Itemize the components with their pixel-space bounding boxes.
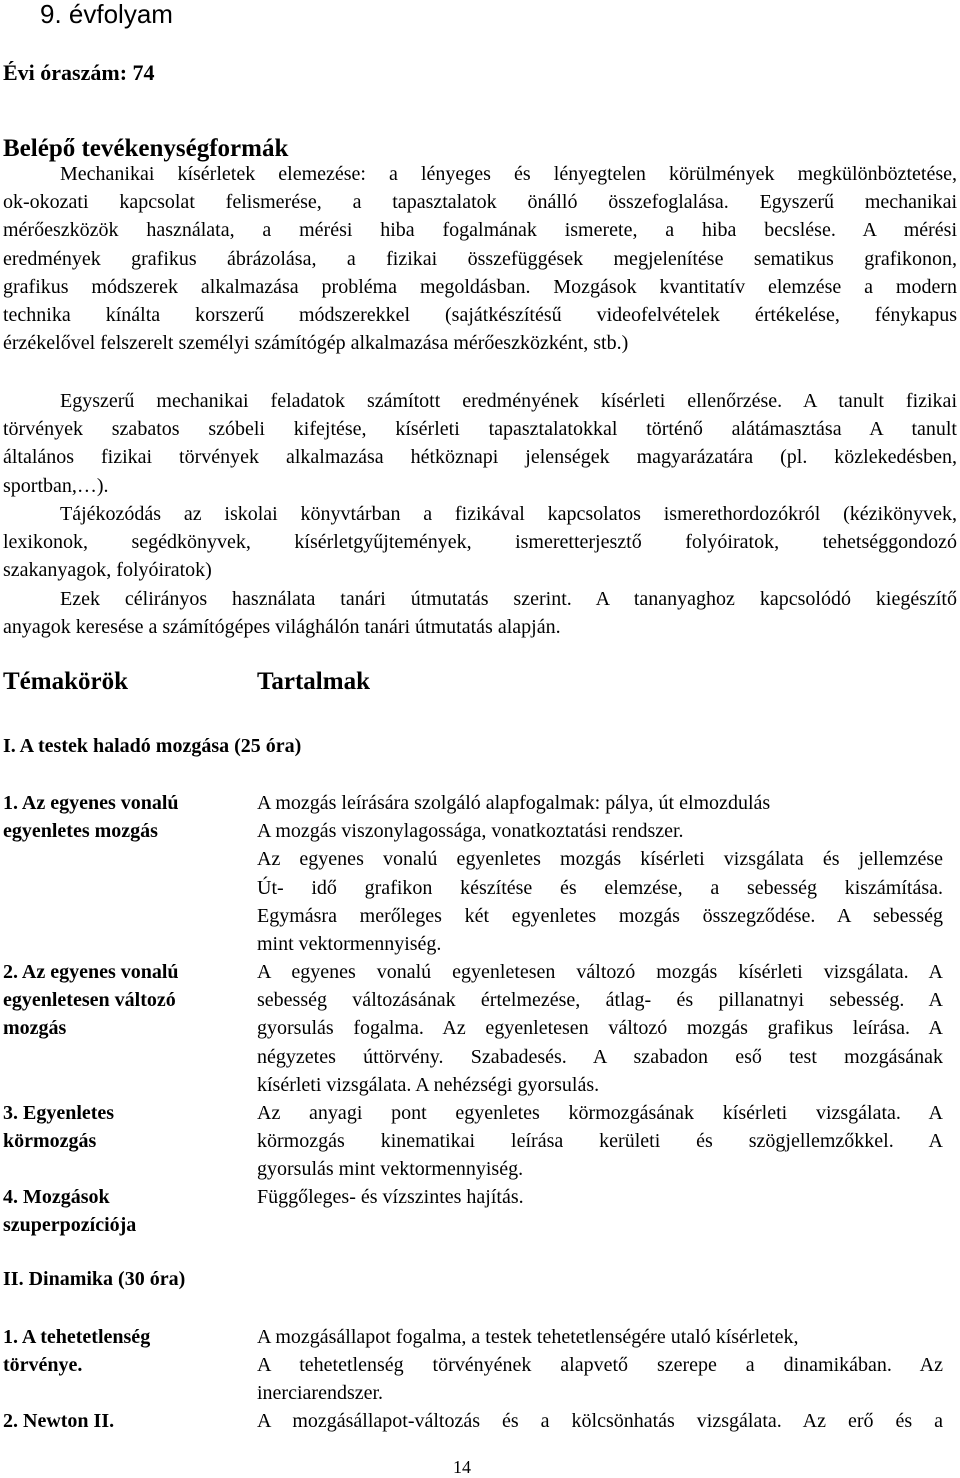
content-line: Az anyagi pont egyenletes körmozgásának kísérleti vizsgálata. A xyxy=(257,1102,943,1124)
content-line: gyorsulás mint vektormennyiség. xyxy=(257,1158,524,1181)
paragraph-line: általános fizikai törvények alkalmazása hétköznapi jelenségek magyarázatára (pl. közlekedésben, xyxy=(3,446,957,469)
content-line: inerciarendszer. xyxy=(257,1382,384,1405)
content-line: mint vektormennyiség. xyxy=(257,933,442,956)
paragraph-line: érzékelővel felszerelt személyi számítógép alkalmazása mérőeszközként, stb.) xyxy=(3,332,629,355)
content-line: Egymásra merőleges két egyenletes mozgás összegződése. A sebesség xyxy=(257,904,943,927)
paragraph-line: ok-okozati kapcsolat felismerése, a tapasztalatok önálló összefoglalása. Egyszerű mechanikai xyxy=(3,191,957,214)
entry-paragraph-2 xyxy=(3,387,957,500)
contents-heading: Tartalmak xyxy=(257,668,370,695)
paragraph-line: Ezek célirányos használata tanári útmutatás szerint. A tananyaghoz kapcsolódó kiegészítő xyxy=(60,588,957,610)
content-line: sebesség változásának értelmezése, átlag- és pillanatnyi sebesség. A xyxy=(257,989,943,1012)
topic-line: 4. Mozgások xyxy=(3,1186,110,1208)
topic-line: egyenletes mozgás xyxy=(3,820,158,843)
topic-line: körmozgás xyxy=(3,1130,97,1153)
paragraph-line: mérőeszközök használata, a mérési hiba fogalmának ismerete, a hiba becslése. A mérési xyxy=(3,219,957,242)
section-title: I. A testek haladó mozgása (25 óra) xyxy=(3,735,302,757)
content-line: Út- idő grafikon készítése és elemzése, a sebesség kiszámítása. xyxy=(257,876,943,899)
paragraph-line: lexikonok, segédkönyvek, kísérletgyűjtemények, ismeretterjesztő folyóiratok, tehetséggondozó xyxy=(3,531,957,554)
content-line: körmozgás kinematikai leírása kerületi és szögjellemzőkkel. A xyxy=(257,1130,943,1153)
annual-hours: Évi óraszám: 74 xyxy=(3,60,155,85)
content-line: gyorsulás fogalma. Az egyenletesen változó mozgás grafikus leírása. A xyxy=(257,1017,943,1040)
topic-content xyxy=(257,1407,943,1435)
topic-line: törvénye. xyxy=(3,1354,83,1377)
content-line: A mozgás viszonylagossága, vonatkoztatási rendszer. xyxy=(257,820,684,843)
content-line: A mozgás leírására szolgáló alapfogalmak: pálya, út elmozdulás xyxy=(257,792,771,814)
paragraph-line: technika kínálta korszerű módszerekkel (sajátkészítésű videofelvételek értékelése, fénykapus xyxy=(3,303,957,326)
topic-line: 2. Newton II. xyxy=(3,1410,115,1432)
topic-content xyxy=(257,1323,943,1408)
content-line: A egyenes vonalú egyenletesen változó mozgás kísérleti vizsgálata. A xyxy=(257,961,943,983)
entry-paragraph-4 xyxy=(3,585,957,641)
topic-label xyxy=(3,1407,243,1435)
paragraph-line: Mechanikai kísérletek elemezése: a lényeges és lényegtelen körülmények megkülönböztetése, xyxy=(60,163,957,185)
content-line: A mozgásállapot fogalma, a testek tehetetlenségére utaló kísérletek, xyxy=(257,1326,799,1348)
topic-content xyxy=(257,789,943,958)
topic-label xyxy=(3,958,243,1043)
topics-heading: Témakörök xyxy=(3,668,128,695)
topic-label xyxy=(3,789,243,845)
grade-title: 9. évfolyam xyxy=(40,0,173,29)
section-title: II. Dinamika (30 óra) xyxy=(3,1268,186,1290)
paragraph-line: törvények szabatos szóbeli kifejtése, kísérleti tapasztalatokkal történő alátámasztása A tanult xyxy=(3,418,957,441)
topic-line: 1. A tehetetlenség xyxy=(3,1326,151,1348)
topic-content xyxy=(257,1183,943,1211)
topic-line: mozgás xyxy=(3,1017,67,1040)
topic-content xyxy=(257,1099,943,1184)
content-line: A tehetetlenség törvényének alapvető szerepe a dinamikában. Az xyxy=(257,1354,943,1377)
topic-line: 1. Az egyenes vonalú xyxy=(3,792,179,814)
topic-label xyxy=(3,1183,243,1239)
topic-line: egyenletesen változó xyxy=(3,989,176,1012)
page-number: 14 xyxy=(453,1457,471,1477)
paragraph-line: anyagok keresése a számítógépes világhálón tanári útmutatás alapján. xyxy=(3,616,561,639)
content-line: Függőleges- és vízszintes hajítás. xyxy=(257,1186,524,1208)
topic-content xyxy=(257,958,943,1099)
content-line: kísérleti vizsgálata. A nehézségi gyorsulás. xyxy=(257,1073,600,1096)
paragraph-line: Egyszerű mechanikai feladatok számított eredményének kísérleti ellenőrzése. A tanult fizikai xyxy=(60,390,957,412)
entry-paragraph-1 xyxy=(3,160,957,357)
paragraph-line: grafikus módszerek alkalmazása probléma megoldásban. Mozgások kvantitatív elemzése a modern xyxy=(3,275,957,298)
content-line: A mozgásállapot-változás és a kölcsönhatás vizsgálata. Az erő és a xyxy=(257,1410,943,1432)
paragraph-line: eredmények grafikus ábrázolása, a fizikai összefüggések megjelenítése sematikus grafikonon, xyxy=(3,247,957,270)
paragraph-line: Tájékozódás az iskolai könyvtárban a fizikával kapcsolatos ismerethordozókról (kézikönyvek, xyxy=(60,503,957,525)
paragraph-line: szakanyagok, folyóiratok) xyxy=(3,559,212,582)
topic-line: 2. Az egyenes vonalú xyxy=(3,961,179,983)
content-line: négyzetes úttörvény. Szabadesés. A szabadon eső test mozgásának xyxy=(257,1045,943,1068)
topic-line: szuperpozíciója xyxy=(3,1214,137,1237)
content-line: Az egyenes vonalú egyenletes mozgás kísérleti vizsgálata és jellemzése xyxy=(257,848,943,871)
topic-label xyxy=(3,1323,243,1379)
entry-activities-heading: Belépő tevékenységformák xyxy=(3,135,289,162)
topic-label xyxy=(3,1099,243,1155)
entry-paragraph-3 xyxy=(3,500,957,585)
paragraph-line: sportban,…). xyxy=(3,474,109,497)
topic-line: 3. Egyenletes xyxy=(3,1102,115,1124)
